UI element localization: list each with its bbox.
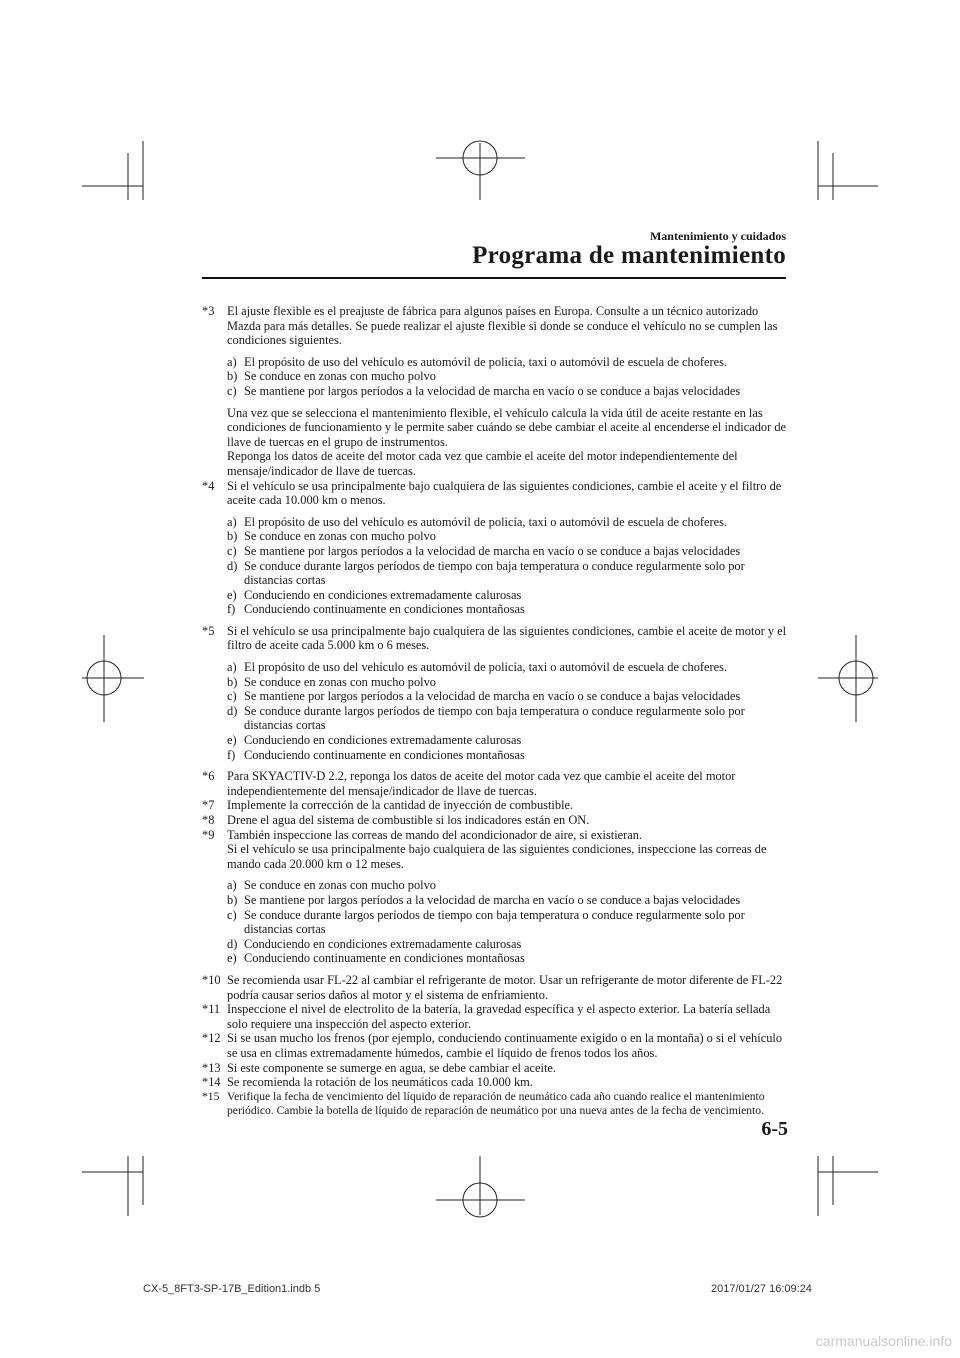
condition-item (227, 369, 788, 384)
footnote-number: *13 (202, 1060, 221, 1075)
footnote-text: Drene el agua del sistema de combustible si los indicadores están en ON. (227, 813, 590, 827)
condition-item (227, 355, 788, 370)
condition-letter: b) (227, 529, 238, 544)
footnote (202, 973, 788, 1002)
footer-timestamp: 2017/01/27 16:09:24 (711, 1283, 812, 1295)
section-heading: Mantenimiento y cuidados (649, 229, 786, 243)
condition-letter: d) (227, 558, 238, 573)
condition-letter: b) (227, 369, 238, 384)
footnote-text: Se recomienda usar FL-22 al cambiar el refrigerante de motor. Usar un refrigerante de motor diferente de FL-22 podría causar serios daños al motor y el sistema de enfriamiento. (227, 972, 783, 1002)
footnote-number: *8 (202, 813, 215, 827)
footnote-text: Verifique la fecha de vencimiento del líquido de reparación de neumático cada año cuando realice el mantenimiento periódico. Cambie la botella de líquido de reparación de neumático por una nueva antes de la fecha de vencimiento. (227, 1089, 765, 1118)
footnote-text: Si el vehículo se usa principalmente bajo cualquiera de las siguientes condiciones, cambie el aceite de motor y el filtro de aceite cada 5.000 km o 6 meses. (227, 623, 787, 653)
condition-letter: c) (227, 689, 237, 704)
condition-item (227, 384, 788, 399)
condition-text: Conduciendo en condiciones extremadamente calurosas (244, 733, 522, 748)
condition-item (227, 704, 788, 733)
condition-item (227, 689, 788, 704)
condition-letter: e) (227, 587, 237, 602)
condition-letter: f) (227, 747, 236, 762)
condition-text: Se conduce durante largos períodos de tiempo con baja temperatura o conduce regularmente solo por distancias cortas (244, 907, 745, 937)
condition-item (227, 908, 788, 937)
footnote-number: *3 (202, 304, 215, 318)
footnote (202, 1090, 788, 1119)
footnote-text: Si el vehículo se usa principalmente bajo cualquiera de las siguientes condiciones, inspeccione las correas de mando cada 20.000 km o 12 meses. (227, 842, 767, 871)
condition-item (227, 878, 788, 893)
footnote-number: *7 (202, 798, 215, 813)
condition-text: Se conduce durante largos períodos de tiempo con baja temperatura o conduce regularmente solo por distancias cortas (244, 703, 745, 733)
condition-text: Se conduce en zonas con mucho polvo (244, 529, 437, 544)
condition-letter: d) (227, 703, 238, 718)
footnote-text: También inspeccione las correas de mando del acondicionador de aire, si existieran. (227, 827, 643, 842)
footnote-number: *15 (202, 1089, 220, 1103)
footnote (202, 1075, 788, 1090)
condition-list (227, 355, 788, 399)
condition-item (227, 893, 788, 908)
condition-item (227, 660, 788, 675)
condition-text: Se mantiene por largos períodos a la velocidad de marcha en vacío o se conduce a bajas velocidades (244, 892, 741, 907)
condition-item (227, 588, 788, 603)
footnote-number: *14 (202, 1075, 221, 1090)
footnote-number: *6 (202, 769, 215, 784)
footnote-text: El ajuste flexible es el preajuste de fábrica para algunos países en Europa. Consulte a un técnico autorizado Mazda para más detalles. Se puede realizar el ajuste flexible si donde se conduce el vehículo no se cumplen las condiciones siguientes. (227, 304, 778, 348)
condition-letter: c) (227, 907, 237, 922)
condition-text: Conduciendo en condiciones extremadamente calurosas (244, 936, 522, 951)
footnote-text: Si el vehículo se usa principalmente bajo cualquiera de las siguientes condiciones, cambie el aceite y el filtro de aceite cada 10.000 km o menos. (227, 478, 782, 508)
footnote-text: Implemente la corrección de la cantidad de inyección de combustible. (227, 798, 574, 813)
condition-letter: b) (227, 892, 238, 907)
condition-item (227, 515, 788, 530)
condition-item (227, 602, 788, 617)
footnote-number: *12 (202, 1031, 221, 1046)
footnote-number: *5 (202, 623, 215, 638)
condition-letter: e) (227, 951, 237, 966)
footnote-text: Se recomienda la rotación de los neumáticos cada 10.000 km. (227, 1075, 533, 1090)
condition-text: Se conduce en zonas con mucho polvo (244, 674, 437, 689)
footnote (202, 1031, 788, 1060)
page-title: Programa de mantenimiento (472, 242, 786, 269)
notes-list (202, 304, 788, 1119)
watermark: carmanualsonline.info (815, 1333, 952, 1349)
condition-text: Se conduce en zonas con mucho polvo (244, 878, 437, 893)
condition-text: Conduciendo continuamente en condiciones montañosas (244, 602, 525, 617)
condition-item (227, 733, 788, 748)
condition-letter: a) (227, 514, 237, 529)
footnote (202, 769, 788, 798)
condition-text: El propósito de uso del vehículo es automóvil de policía, taxi o automóvil de escuela de choferes. (244, 660, 728, 675)
condition-text: El propósito de uso del vehículo es automóvil de policía, taxi o automóvil de escuela de choferes. (244, 514, 728, 529)
condition-item (227, 675, 788, 690)
footnote-text: Para SKYACTIV-D 2.2, reponga los datos de aceite del motor cada vez que cambie el aceite del motor independientemente del mensaje/indicador de llave de tuercas. (227, 769, 736, 798)
footnote (202, 624, 788, 762)
footnote (202, 828, 788, 966)
condition-letter: c) (227, 383, 237, 398)
condition-item (227, 559, 788, 588)
footnote-number: *9 (202, 827, 215, 842)
footnote-number: *11 (202, 1002, 221, 1017)
condition-item (227, 544, 788, 559)
condition-text: Se conduce en zonas con mucho polvo (244, 369, 437, 384)
footnote-text: Si se usan mucho los frenos (por ejemplo, conduciendo continuamente exigido o en la montaña) o si el vehículo se usa en climas extremadamente húmedos, cambie el líquido de frenos todos los años. (227, 1031, 783, 1060)
condition-text: El propósito de uso del vehículo es automóvil de policía, taxi o automóvil de escuela de choferes. (244, 354, 728, 369)
footnote-text: Inspeccione el nivel de electrolito de la batería, la gravedad específica y el aspecto exterior. La batería sellada solo requiere una inspección del aspecto exterior. (227, 1002, 771, 1031)
footnote-text: Reponga los datos de aceite del motor cada vez que cambie el aceite del motor independientemente del mensaje/indicador de llave de tuercas. (227, 449, 738, 478)
condition-text: Conduciendo continuamente en condiciones montañosas (244, 951, 525, 966)
condition-text: Conduciendo en condiciones extremadamente calurosas (244, 587, 522, 602)
footnote (202, 1061, 788, 1076)
condition-list (227, 660, 788, 762)
condition-text: Conduciendo continuamente en condiciones montañosas (244, 747, 525, 762)
footnote-number: *10 (202, 972, 221, 987)
footer-file-name: CX-5_8FT3-SP-17B_Edition1.indb 5 (143, 1283, 321, 1295)
condition-item (227, 529, 788, 544)
condition-item (227, 951, 788, 966)
condition-text: Se mantiene por largos períodos a la velocidad de marcha en vacío o se conduce a bajas velocidades (244, 689, 741, 704)
condition-text: Se mantiene por largos períodos a la velocidad de marcha en vacío o se conduce a bajas velocidades (244, 543, 741, 558)
footnote-number: *4 (202, 478, 215, 493)
footnote-text: Si este componente se sumerge en agua, se debe cambiar el aceite. (227, 1060, 557, 1075)
footnote (202, 479, 788, 617)
condition-letter: a) (227, 878, 237, 893)
condition-letter: e) (227, 733, 237, 748)
condition-text: Se conduce durante largos períodos de tiempo con baja temperatura o conduce regularmente solo por distancias cortas (244, 558, 745, 588)
condition-letter: b) (227, 674, 238, 689)
header-rule (202, 277, 786, 279)
condition-list (227, 515, 788, 617)
condition-letter: d) (227, 936, 238, 951)
footnote (202, 813, 788, 828)
condition-letter: a) (227, 354, 237, 369)
footnote (202, 798, 788, 813)
condition-item (227, 748, 788, 763)
footnote (202, 1002, 788, 1031)
condition-text: Se mantiene por largos períodos a la velocidad de marcha en vacío o se conduce a bajas velocidades (244, 383, 741, 398)
condition-letter: c) (227, 543, 237, 558)
condition-list (227, 878, 788, 966)
footnote (202, 304, 788, 479)
footnote-text: Una vez que se selecciona el mantenimiento flexible, el vehículo calcula la vida útil de aceite restante en las condiciones de funcionamiento y le permite saber cuándo se debe cambiar el aceite al encenderse el indicador de llave de tuercas en el grupo de instrumentos. (227, 405, 787, 449)
condition-letter: f) (227, 602, 236, 617)
condition-letter: a) (227, 660, 237, 675)
page-number: 6-5 (761, 1118, 788, 1140)
condition-item (227, 937, 788, 952)
